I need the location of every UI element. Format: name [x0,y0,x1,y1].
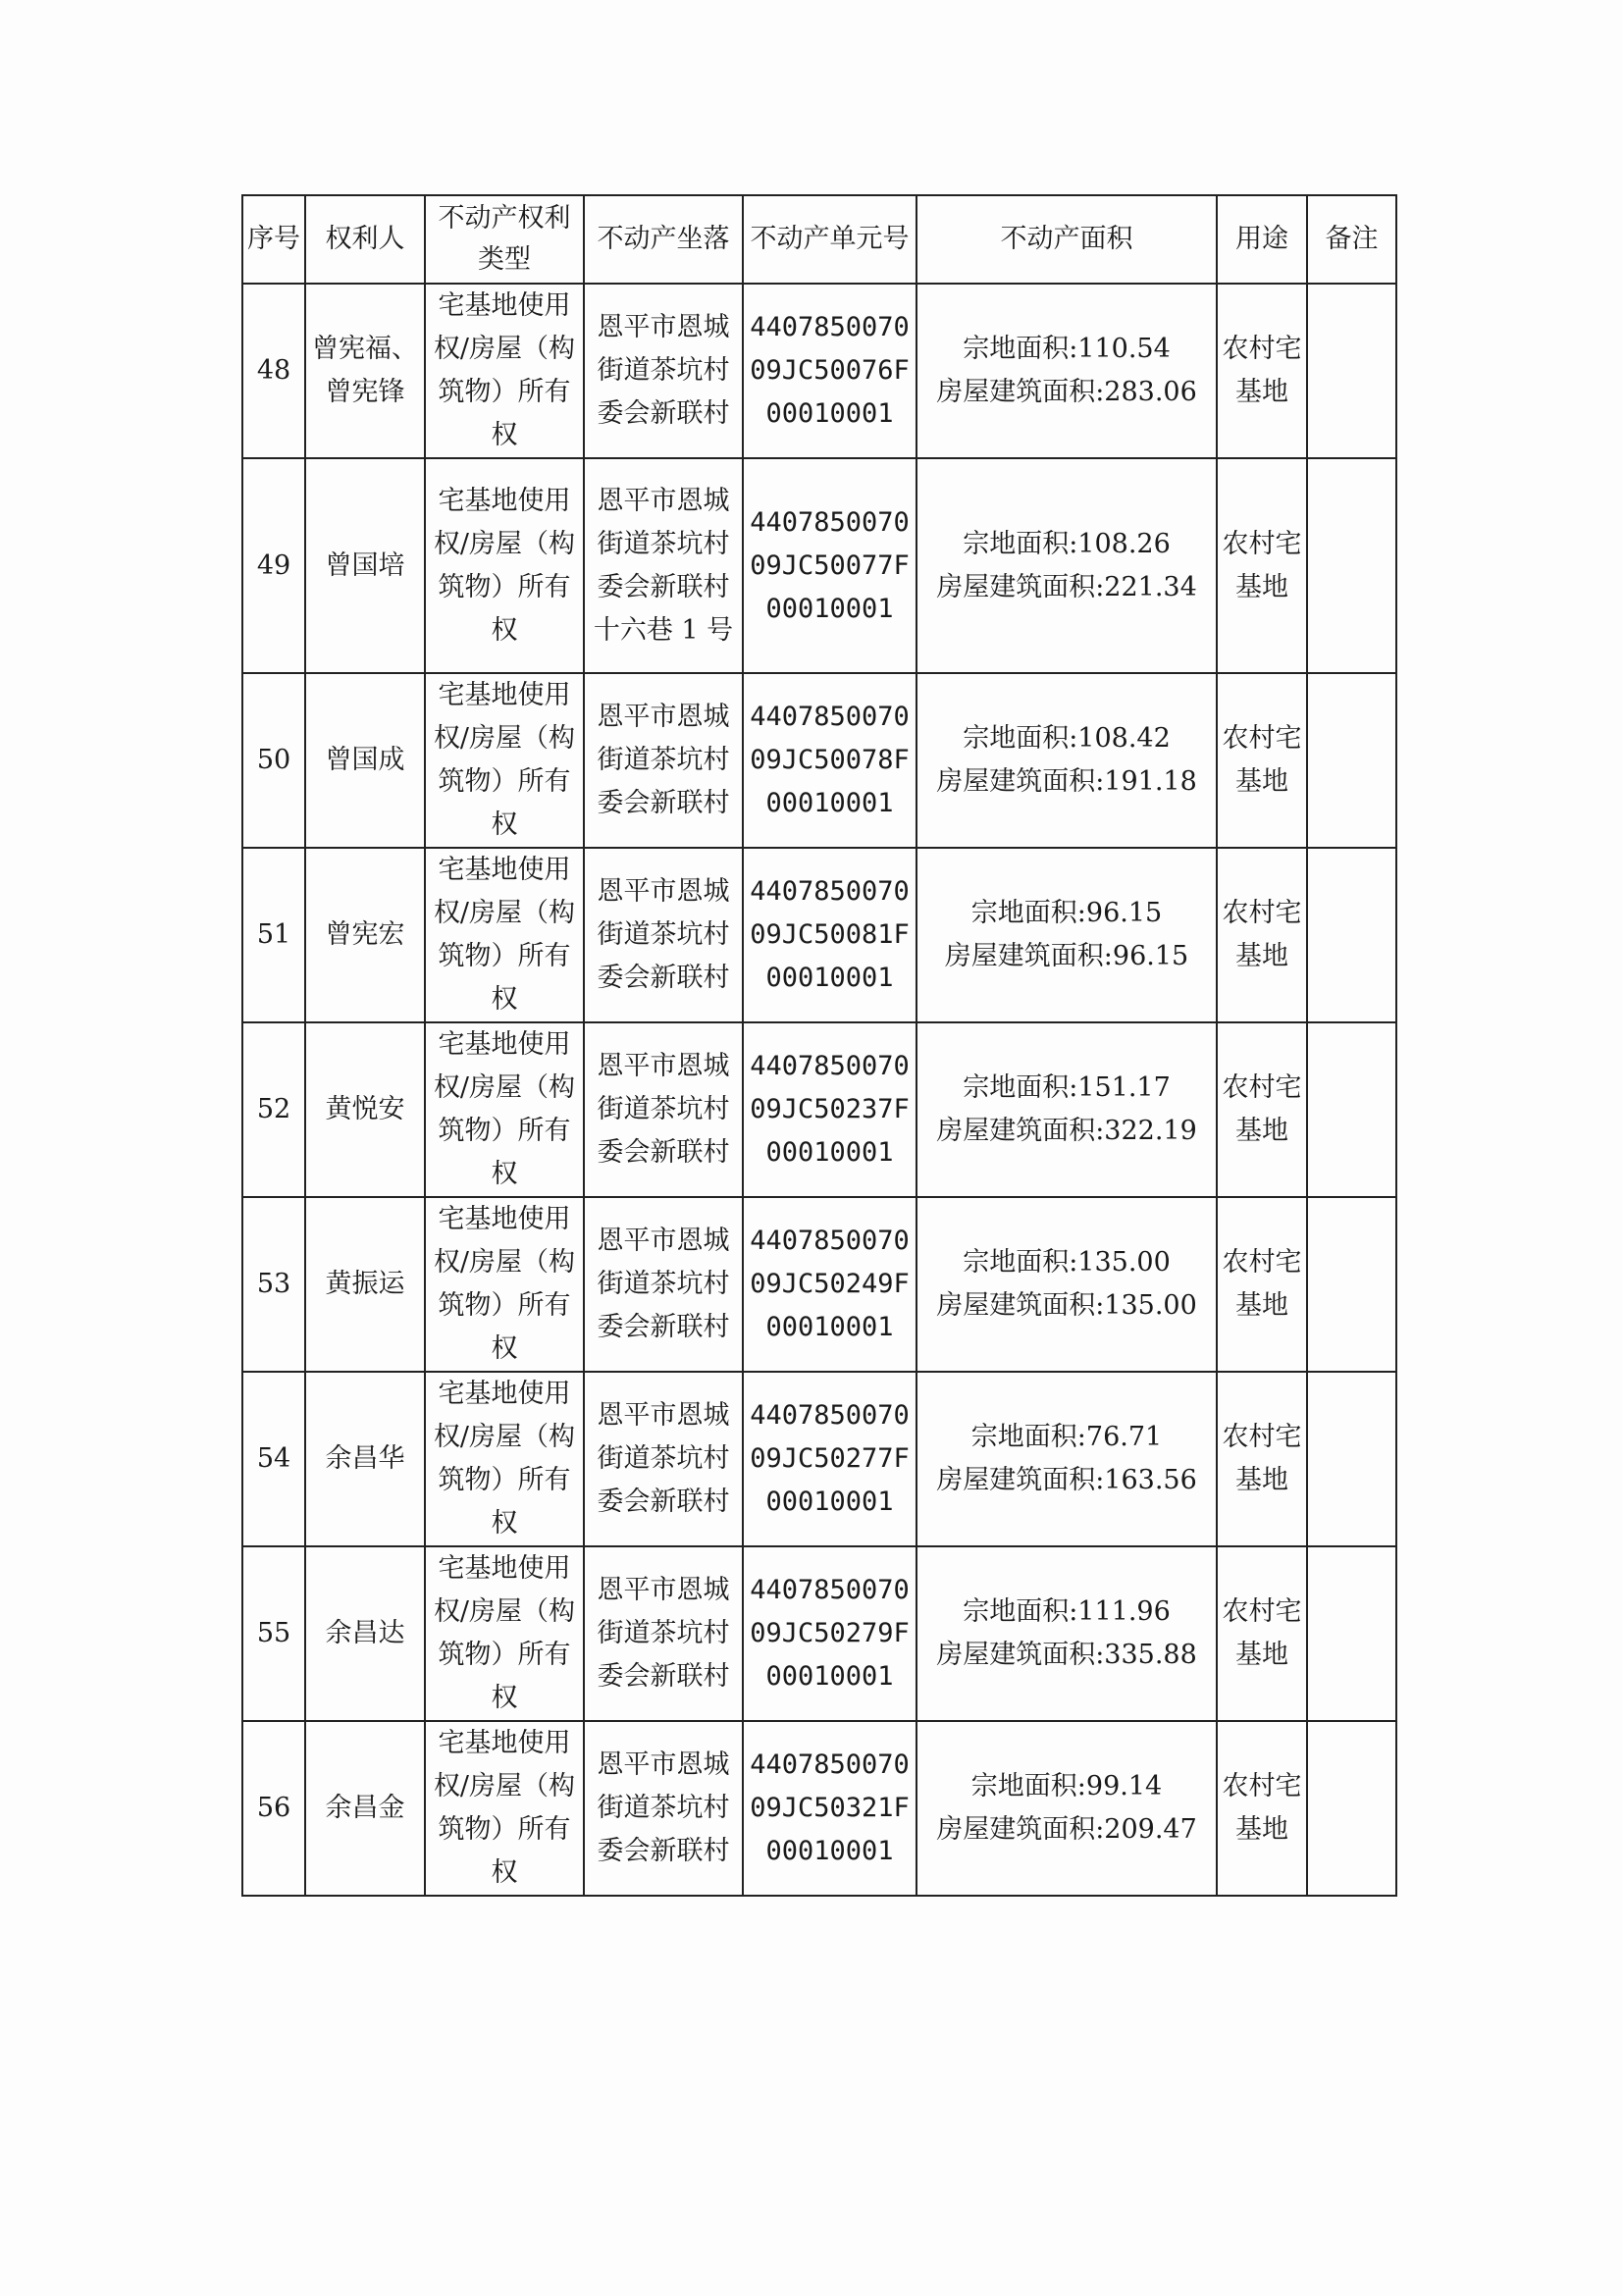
row-right-type: 宅基地使用权/房屋（构筑物）所有权 [425,458,584,673]
building-area: 房屋建筑面积:283.06 [936,377,1197,407]
row-unit-no: 440785007009JC50081F00010001 [743,848,916,1022]
row-right-type: 宅基地使用权/房屋（构筑物）所有权 [425,1022,584,1197]
land-area: 宗地面积:76.71 [970,1422,1163,1452]
row-right-type: 宅基地使用权/房屋（构筑物）所有权 [425,1546,584,1721]
row-holder: 余昌华 [305,1372,425,1546]
row-right-type: 宅基地使用权/房屋（构筑物）所有权 [425,1372,584,1546]
row-use: 农村宅基地 [1217,1197,1307,1372]
row-right-type: 宅基地使用权/房屋（构筑物）所有权 [425,1197,584,1372]
header-area: 不动产面积 [916,195,1217,284]
row-holder: 黄振运 [305,1197,425,1372]
table-header [242,195,1396,284]
row-area [916,1721,1217,1896]
row-note [1307,1022,1396,1197]
table-row [242,458,1396,673]
row-location: 恩平市恩城街道茶坑村委会新联村 [584,673,743,848]
row-seq: 48 [242,284,305,458]
header-unit-no: 不动产单元号 [743,195,916,284]
land-area: 宗地面积:96.15 [970,898,1163,928]
land-area: 宗地面积:135.00 [963,1247,1171,1278]
row-seq: 51 [242,848,305,1022]
row-note [1307,284,1396,458]
building-area: 房屋建筑面积:209.47 [936,1814,1197,1845]
row-unit-no: 440785007009JC50076F00010001 [743,284,916,458]
row-use: 农村宅基地 [1217,1022,1307,1197]
row-seq: 53 [242,1197,305,1372]
header-use: 用途 [1217,195,1307,284]
row-unit-no: 440785007009JC50077F00010001 [743,458,916,673]
row-area [916,1197,1217,1372]
building-area: 房屋建筑面积:163.56 [936,1465,1197,1495]
row-holder: 曾国成 [305,673,425,848]
row-seq: 50 [242,673,305,848]
table-row [242,1721,1396,1896]
property-registry-table [241,194,1397,1897]
land-area: 宗地面积:99.14 [970,1771,1163,1801]
table-row [242,1372,1396,1546]
row-use: 农村宅基地 [1217,1721,1307,1896]
row-unit-no: 440785007009JC50249F00010001 [743,1197,916,1372]
row-note [1307,673,1396,848]
row-location: 恩平市恩城街道茶坑村委会新联村十六巷 1 号 [584,458,743,673]
row-location: 恩平市恩城街道茶坑村委会新联村 [584,1197,743,1372]
header-note: 备注 [1307,195,1396,284]
row-use: 农村宅基地 [1217,458,1307,673]
table-row [242,673,1396,848]
row-use: 农村宅基地 [1217,1372,1307,1546]
building-area: 房屋建筑面积:322.19 [936,1116,1197,1146]
land-area: 宗地面积:111.96 [963,1596,1171,1627]
row-area [916,458,1217,673]
header-holder: 权利人 [305,195,425,284]
building-area: 房屋建筑面积:335.88 [936,1640,1197,1670]
row-use: 农村宅基地 [1217,1546,1307,1721]
building-area: 房屋建筑面积:96.15 [944,941,1189,971]
row-seq: 55 [242,1546,305,1721]
row-location: 恩平市恩城街道茶坑村委会新联村 [584,1372,743,1546]
row-holder: 曾宪宏 [305,848,425,1022]
row-holder: 余昌达 [305,1546,425,1721]
table-row [242,848,1396,1022]
row-use: 农村宅基地 [1217,284,1307,458]
land-area: 宗地面积:108.26 [963,528,1171,559]
header-row [242,195,1396,284]
building-area: 房屋建筑面积:221.34 [936,571,1197,602]
row-unit-no: 440785007009JC50078F00010001 [743,673,916,848]
row-note [1307,1197,1396,1372]
row-holder: 曾国培 [305,458,425,673]
row-seq: 56 [242,1721,305,1896]
row-area [916,284,1217,458]
row-location: 恩平市恩城街道茶坑村委会新联村 [584,848,743,1022]
row-note [1307,458,1396,673]
header-seq: 序号 [242,195,305,284]
row-note [1307,1721,1396,1896]
land-area: 宗地面积:110.54 [963,334,1171,364]
table-row [242,1197,1396,1372]
row-holder: 曾宪福、曾宪锋 [305,284,425,458]
header-right-type: 不动产权利类型 [425,195,584,284]
row-note [1307,1546,1396,1721]
row-right-type: 宅基地使用权/房屋（构筑物）所有权 [425,284,584,458]
table-row [242,1022,1396,1197]
building-area: 房屋建筑面积:135.00 [936,1290,1197,1321]
row-unit-no: 440785007009JC50277F00010001 [743,1372,916,1546]
table-row [242,284,1396,458]
row-location: 恩平市恩城街道茶坑村委会新联村 [584,284,743,458]
table-body [242,284,1396,1896]
table-row [242,1546,1396,1721]
row-note [1307,1372,1396,1546]
row-location: 恩平市恩城街道茶坑村委会新联村 [584,1022,743,1197]
row-use: 农村宅基地 [1217,673,1307,848]
row-area [916,848,1217,1022]
row-right-type: 宅基地使用权/房屋（构筑物）所有权 [425,673,584,848]
row-seq: 54 [242,1372,305,1546]
row-seq: 49 [242,458,305,673]
row-area [916,1022,1217,1197]
building-area: 房屋建筑面积:191.18 [936,766,1197,797]
row-note [1307,848,1396,1022]
row-unit-no: 440785007009JC50321F00010001 [743,1721,916,1896]
row-area [916,1546,1217,1721]
row-unit-no: 440785007009JC50237F00010001 [743,1022,916,1197]
row-location: 恩平市恩城街道茶坑村委会新联村 [584,1721,743,1896]
row-right-type: 宅基地使用权/房屋（构筑物）所有权 [425,1721,584,1896]
row-location: 恩平市恩城街道茶坑村委会新联村 [584,1546,743,1721]
row-holder: 黄悦安 [305,1022,425,1197]
header-location: 不动产坐落 [584,195,743,284]
row-holder: 余昌金 [305,1721,425,1896]
row-area [916,673,1217,848]
row-unit-no: 440785007009JC50279F00010001 [743,1546,916,1721]
row-seq: 52 [242,1022,305,1197]
land-area: 宗地面积:108.42 [963,723,1171,754]
row-right-type: 宅基地使用权/房屋（构筑物）所有权 [425,848,584,1022]
land-area: 宗地面积:151.17 [963,1072,1171,1103]
row-area [916,1372,1217,1546]
row-use: 农村宅基地 [1217,848,1307,1022]
